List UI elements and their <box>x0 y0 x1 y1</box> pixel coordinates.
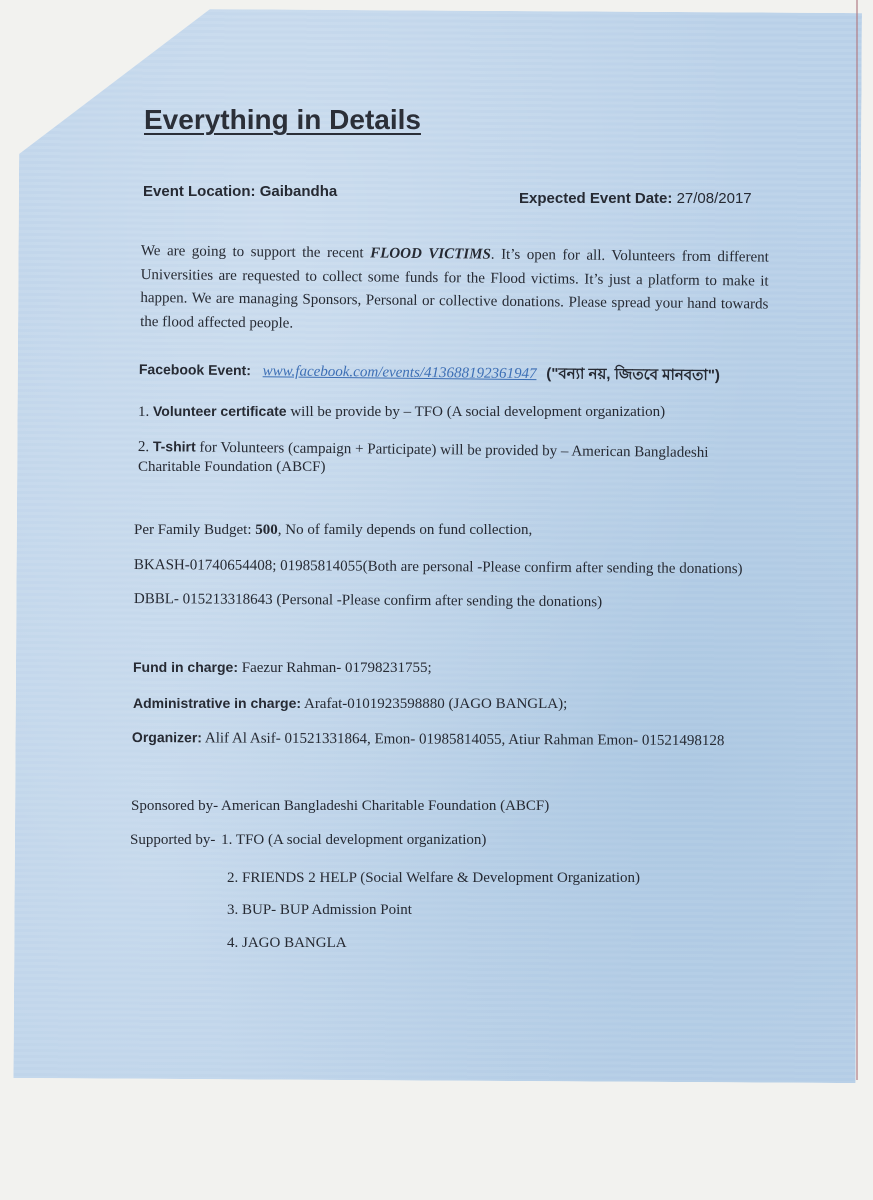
item1-bold: Volunteer certificate <box>153 403 287 419</box>
facebook-line <box>139 360 720 385</box>
admin-value: Arafat-0101923598880 (JAGO BANGLA); <box>303 696 568 712</box>
supported-item-2: 2. FRIENDS 2 HELP (Social Welfare & Development Organization) <box>227 870 641 886</box>
budget-after: , No of family depends on fund collection, <box>277 522 533 538</box>
budget-amount: 500 <box>255 522 278 538</box>
event-location <box>143 183 337 201</box>
supported-item-3: 3. BUP- BUP Admission Point <box>227 902 412 918</box>
facebook-label: Facebook Event: <box>138 360 252 379</box>
supported-item-4: 4. JAGO BANGLA <box>227 935 347 951</box>
item-tshirt-line2: Charitable Foundation (ABCF) <box>138 459 326 475</box>
event-location-label: Event Location: <box>143 183 256 200</box>
event-date-value: 27/08/2017 <box>676 190 752 207</box>
item1-prefix: 1. <box>138 404 150 420</box>
supported-item-1: 1. TFO (A social development organization) <box>221 832 487 848</box>
event-date-label: Expected Event Date: <box>519 190 673 207</box>
administrative-in-charge <box>133 694 567 713</box>
budget-line <box>134 521 532 539</box>
item2-bold: T-shirt <box>152 438 196 455</box>
sponsored-by: Sponsored by- American Bangladeshi Charitable Foundation (ABCF) <box>131 798 550 814</box>
page-title: Everything in Details <box>144 104 421 135</box>
event-location-value: Gaibandha <box>259 183 338 200</box>
organizer-label: Organizer: <box>131 729 203 746</box>
fund-in-charge <box>133 658 432 677</box>
bkash-line: BKASH-01740654408; 01985814055(Both are personal -Please confirm after sending the donations) <box>133 557 743 578</box>
dbbl-line: DBBL- 015213318643 (Personal -Please confirm after sending the donations) <box>133 591 603 611</box>
fund-value: Faezur Rahman- 01798231755; <box>241 660 432 676</box>
organizer-line <box>132 728 725 750</box>
intro-highlight: FLOOD VICTIMS <box>370 245 491 263</box>
facebook-tagline: ("বন্যা নয়, জিতবে মানবতা") <box>546 365 720 385</box>
intro-before: We are going to support the recent <box>140 242 364 262</box>
budget-before: Per Family Budget: <box>134 522 252 538</box>
event-date <box>519 190 752 208</box>
item2-prefix: 2. <box>137 438 150 456</box>
supported-by-line <box>130 831 486 849</box>
fund-label: Fund in charge: <box>133 659 238 675</box>
supported-label: Supported by- <box>130 832 216 848</box>
item2-rest-line1: for Volunteers (campaign + Participate) will be provided by – American Bangladeshi <box>199 439 709 461</box>
item-volunteer-certificate <box>138 402 665 421</box>
item1-rest: will be provide by – TFO (A social development organization) <box>290 404 666 420</box>
organizer-value: Alif Al Asif- 01521331864, Emon- 01985814055, Atiur Rahman Emon- 01521498128 <box>204 730 725 750</box>
admin-label: Administrative in charge: <box>133 695 302 711</box>
intro-paragraph <box>140 240 769 341</box>
intro-after: . It’s open for all. Volunteers from different Universities are requested to collect some funds for the Flood victims. It’s just a platform to make it happen. We are managing Sponsors, Personal or collective donations. Please spread your hand towards the flood affected people. <box>140 246 769 332</box>
facebook-link[interactable]: www.facebook.com/events/413688192361947 <box>262 363 537 383</box>
